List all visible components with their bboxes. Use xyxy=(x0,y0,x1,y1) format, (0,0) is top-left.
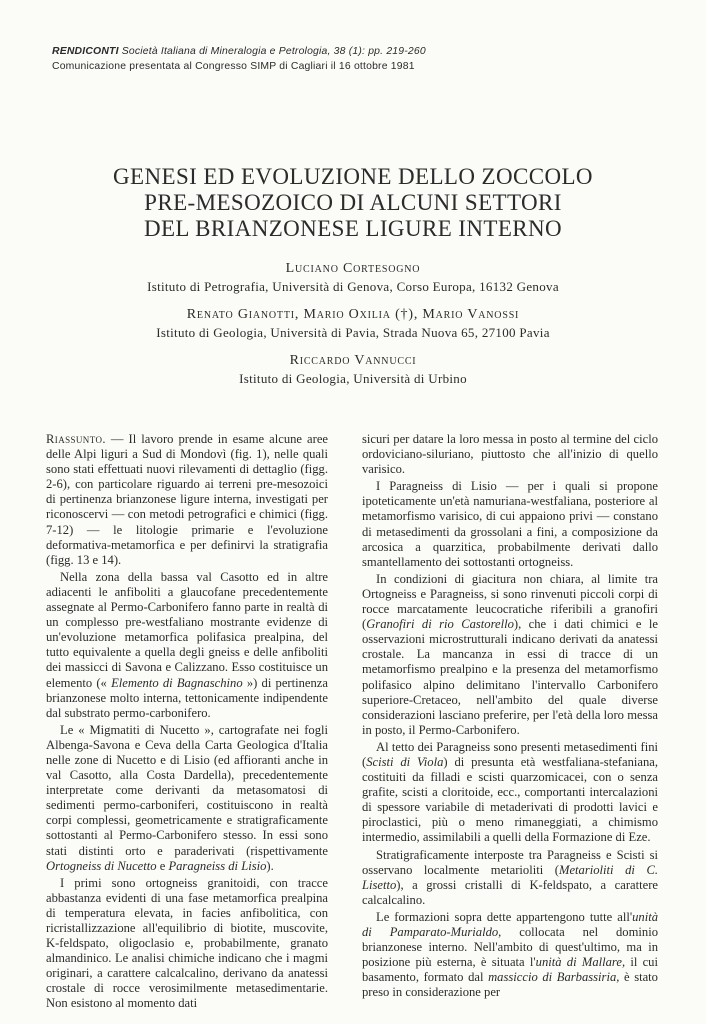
body-paragraph: Nella zona della bassa val Casotto ed in altre adiacenti le anfiboliti a glaucofane precedentemente assegnate al Permo-Carbonifero fanno parte in realtà di un complesso pre-westfaliano mostrante evidenze di un'evoluzione metamorfica polifasica prealpina, del tutto equivalente a quella degli gneiss e delle anfiboliti dei massicci di Savona e Calizzano. Esso costituisce un elemento (« Elemento di Bagnaschino ») di pertinenza brianzonese molto interna, tettonicamente indipendente dal substrato permo-carbonifero. xyxy=(46,569,328,720)
body-paragraph: In condizioni di giacitura non chiara, al limite tra Ortogneiss e Paragneiss, si sono rinvenuti piccoli corpi di rocce marcatamente leucocratiche riferibili a granofiri (Granofiri di rio Castorello), che i dati chimici e le osservazioni microstrutturali indicano derivati da anatessi crostale. La mancanza in essi di tracce di un metamorfismo prealpino e la presenza del metamorfismo polifasico alpino delimitano l'intervallo Carbonifero superiore-Cretaceo, nell'ambito del quale diverse considerazioni lasciano preferire, per l'età della loro messa in posto, il Permo-Carbonifero. xyxy=(362,571,659,737)
abstract-paragraph: Riassunto. — Il lavoro prende in esame alcune aree delle Alpi liguri a Sud di Mondovì (fig. 1), nelle quali sono stati effettuati nuovi rilevamenti di dettaglio (figg. 2-6), con particolare riguardo ai terreni pre-mesozoici di pertinenza brianzonese ligure interna, investigati per riconoscervi — con metodi petrografici e chimici (figg. 7-12) — le litologie primarie e l'evoluzione deformativa-metamorfica e per definirvi la stratigrafia (figg. 13 e 14). xyxy=(46,432,328,567)
author-block-1 xyxy=(60,260,646,296)
journal-name: RENDICONTI xyxy=(52,46,119,57)
body-paragraph: Stratigraficamente interposte tra Paragneiss e Scisti si osservano localmente metarioliti (Metarioliti di C. Lisetto), a grossi cristalli di K-feldspato, a carattere calcalcalino. xyxy=(362,847,658,907)
author-names: Luciano Cortesogno xyxy=(285,261,421,276)
left-column xyxy=(46,432,328,1014)
body-paragraph: Al tetto dei Paragneiss sono presenti metasedimenti fini (Scisti di Viola) di presunta età westfaliana-stefaniana, costituiti da filladi e scisti quarzomicacei, con o senza grafite, scisti a cloritoide, ecc., comportanti intercalazioni di spessore variabile di metaderivati di prodotti lavici e piroclastici, più o meno rimaneggiati, a chimismo intermedio, assimilabili a quelli della Formazione di Eze. xyxy=(362,739,658,845)
title-line-3: DEL BRIANZONESE LIGURE INTERNO xyxy=(143,216,563,241)
author-block-2 xyxy=(60,306,646,342)
body-paragraph: I primi sono ortogneiss granitoidi, con tracce abbastanza evidenti di una fase metamorfica prealpina di temperatura elevata, in facies anfibolitica, con ricristallizzazione all'equilibrio di biotite, muscovite, K-feldspato, oligoclasio e, probabilmente, granato almandinico. Le analisi chimiche indicano che i magmi originari, a carattere calcalcalino, derivano da anatessi crostale di rocce verosimilmente metasedimentarie. Non esistono al momento dati xyxy=(46,875,328,1011)
author-block-3 xyxy=(60,352,646,388)
author-affiliation: Istituto di Petrografia, Università di Genova, Corso Europa, 16132 Genova xyxy=(147,279,559,294)
right-column xyxy=(362,432,658,1002)
author-names: Renato Gianotti, Mario Oxilia (†), Mario Vanossi xyxy=(186,307,520,322)
body-paragraph: I Paragneiss di Lisio — per i quali si propone ipoteticamente un'età namuriana-westfaliana, posteriore al metamorfismo varisico, di cui appaiono privi — constano di metasedimenti da grossolani a fini, a composizione da arcosica a quarzitica, probabilmente derivati dallo smantellamento dei sottostanti ortogneiss. xyxy=(362,479,658,569)
author-names: Riccardo Vannucci xyxy=(289,353,417,368)
title-line-1: GENESI ED EVOLUZIONE DELLO ZOCCOLO xyxy=(113,164,593,189)
body-paragraph: sicuri per datare la loro messa in posto al termine del ciclo ordoviciano-siluriano, piuttosto che all'inizio di quello varisico. xyxy=(362,432,658,477)
body-paragraph: Le « Migmatiti di Nucetto », cartografate nei fogli Albenga-Savona e Ceva della Carta Geologica d'Italia nelle zone di Nucetto e di Lisio (ed affioranti anche in val Casotto, alla Costa Dardella), precedentemente interpretate come derivanti da metasomatosi di sedimenti permo-carboniferi, costituiscono in realtà corpi complessi, geometricamente e stratigraficamente sottostanti al Permo-Carbonifero stesso. In essi sono stati distinti orto e paraderivati (rispettivamente Ortogneiss di Nucetto e Paragneiss di Lisio). xyxy=(46,722,328,873)
body-paragraph: Le formazioni sopra dette appartengono tutte all'unità di Pamparato-Murialdo, collocata nel dominio brianzonese interno. Nell'ambito di quest'ultimo, ma in posizione più esterna, è situata l'unità di Mallare, il cui basamento, formato dal massiccio di Barbassiria, è stato preso in considerazione per xyxy=(362,909,658,1000)
journal-header xyxy=(52,44,426,74)
paper-title xyxy=(60,164,646,242)
abstract-label: Riassunto. xyxy=(46,432,106,446)
author-affiliation: Istituto di Geologia, Università di Urbino xyxy=(239,371,467,386)
author-affiliation: Istituto di Geologia, Università di Pavia, Strada Nuova 65, 27100 Pavia xyxy=(156,325,550,340)
title-line-2: PRE-MESOZOICO DI ALCUNI SETTORI xyxy=(144,190,562,215)
journal-citation xyxy=(52,44,426,59)
journal-citation-rest: Società Italiana di Mineralogia e Petrologia, 38 (1): pp. 219-260 xyxy=(118,46,426,57)
congress-note: Comunicazione presentata al Congresso SIMP di Cagliari il 16 ottobre 1981 xyxy=(52,61,415,72)
